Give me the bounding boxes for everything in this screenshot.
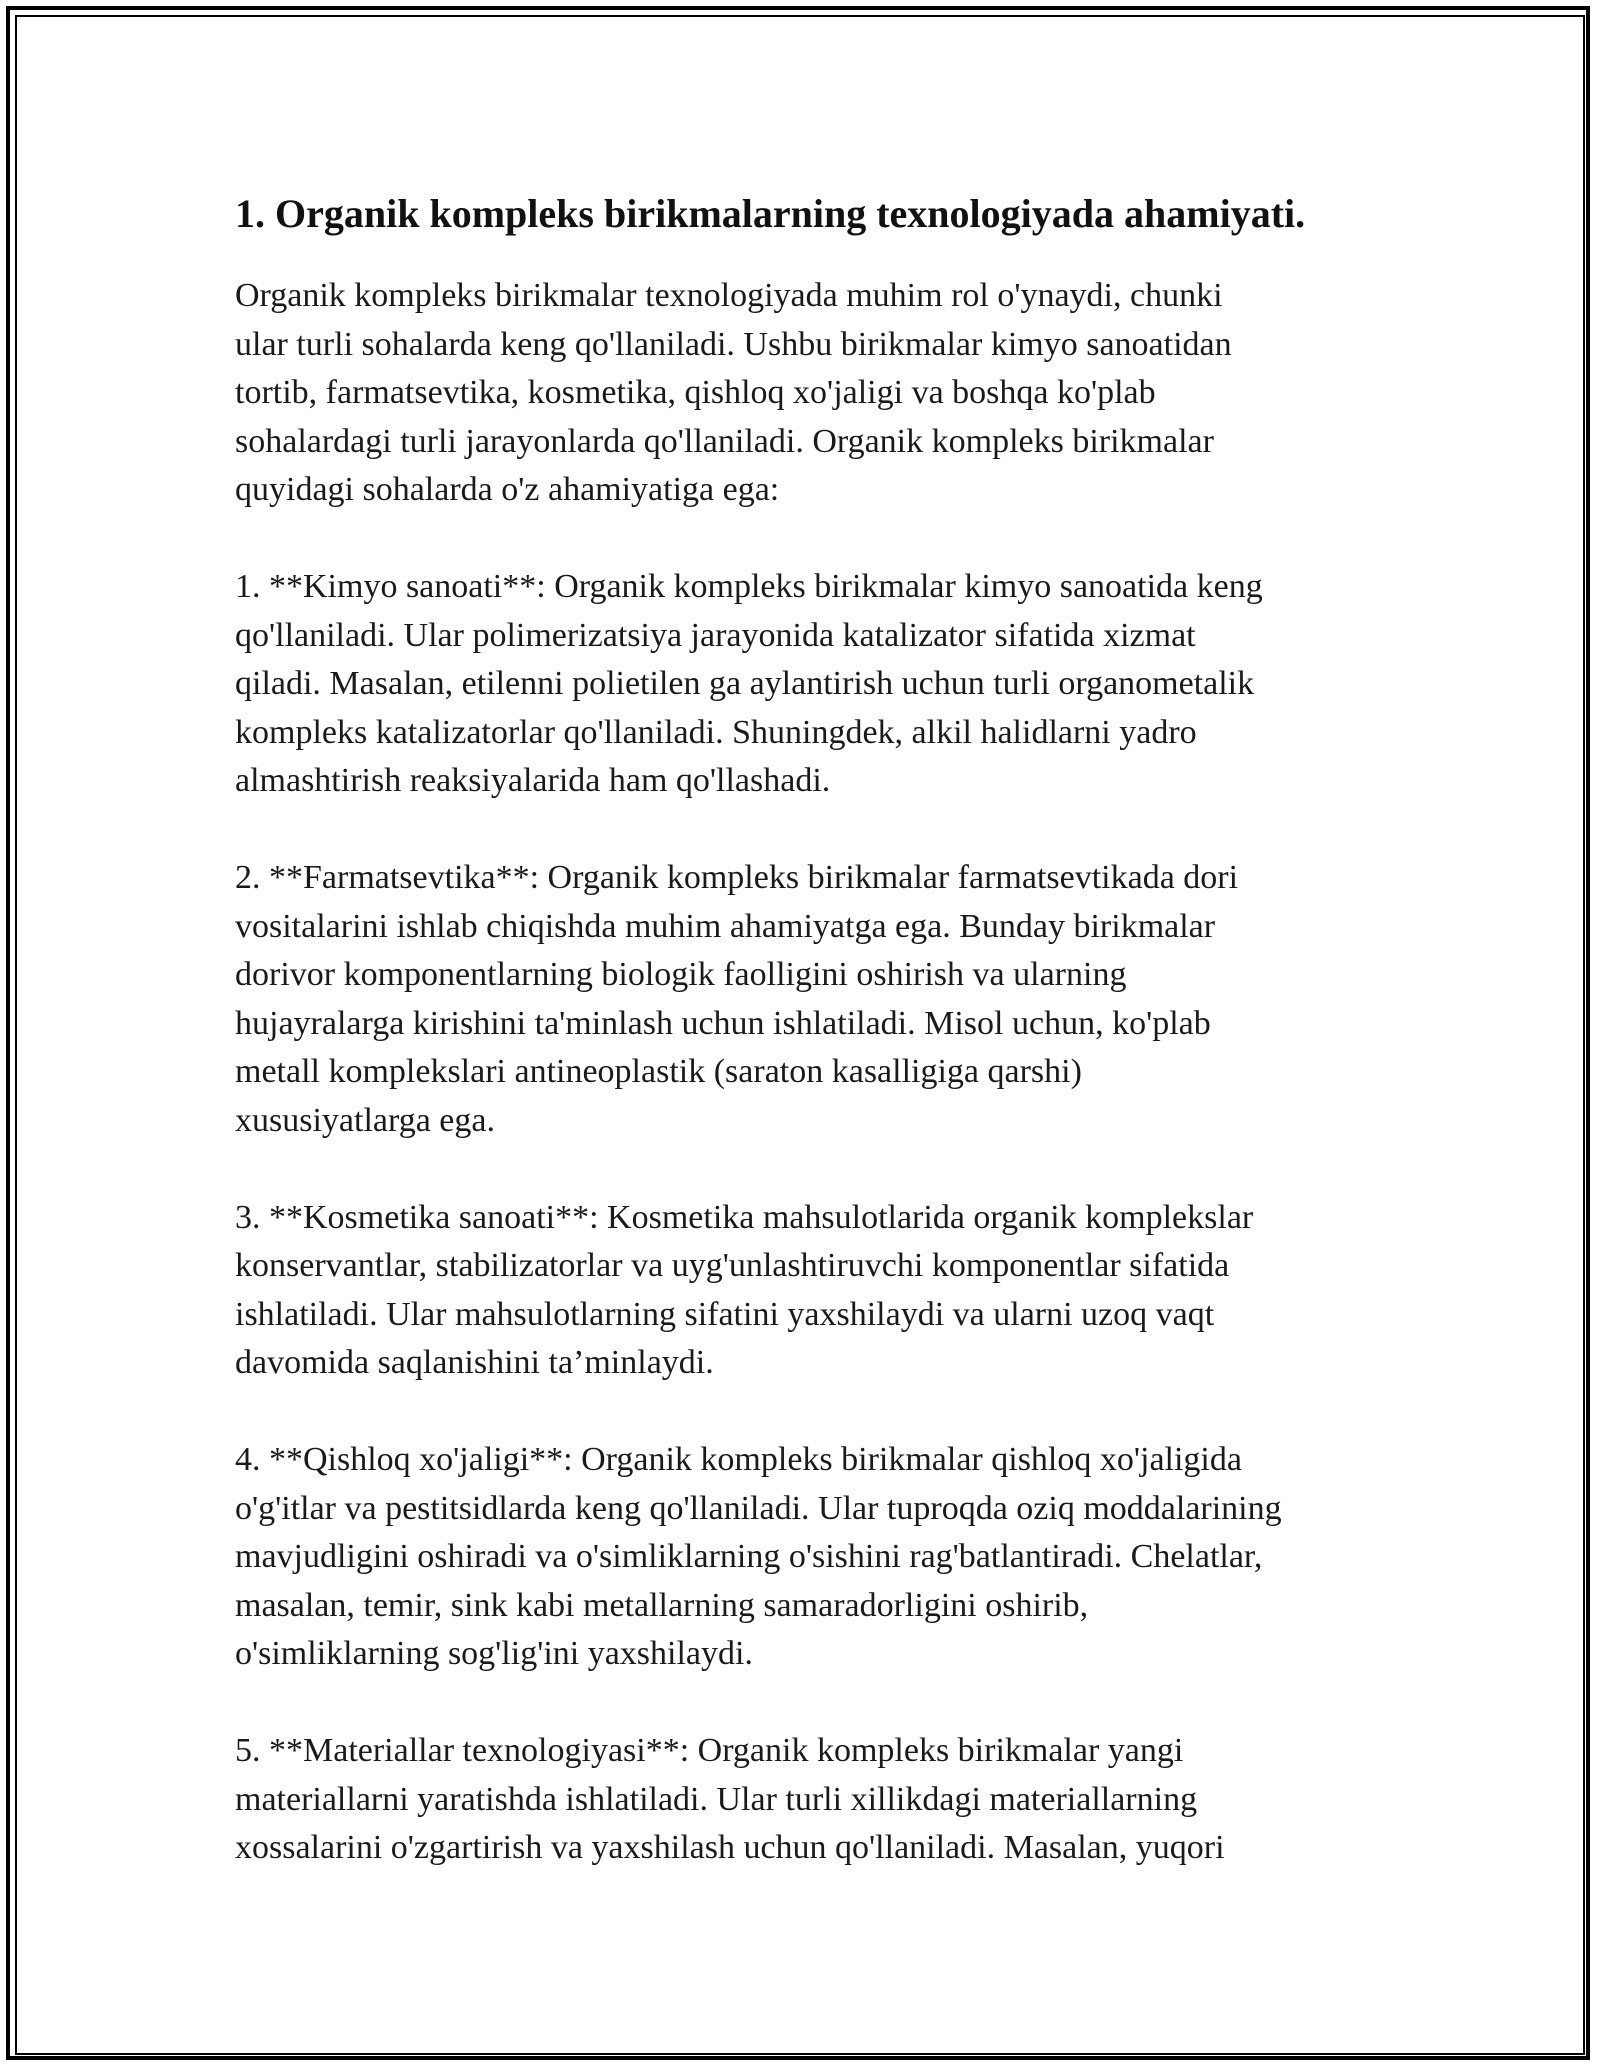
text-line: almashtirish reaksiyalarida ham qo'llashadi.: [235, 762, 831, 799]
text-line: sohalardagi turli jarayonlarda qo'llaniladi. Organik kompleks birikmalar: [235, 422, 1214, 460]
document-body: [235, 186, 1395, 1873]
text-line: xossalarini o'zgartirish va yaxshilash uchun qo'llaniladi. Masalan, yuqori: [235, 1829, 1225, 1866]
text-line: o'simliklarning sog'lig'ini yaxshilaydi.: [235, 1635, 753, 1672]
paragraph-materiallar-texnologiyasi: [235, 1727, 1395, 1873]
paragraph-qishloq-xojaligi: [235, 1436, 1395, 1679]
text-line: ular turli sohalarda keng qo'llaniladi. Ushbu birikmalar kimyo sanoatidan: [235, 325, 1232, 363]
document-title: 1. Organik kompleks birikmalarning texnologiyada ahamiyati.: [235, 191, 1306, 236]
text-line: metall komplekslari antineoplastik (saraton kasalligiga qarshi): [235, 1053, 1082, 1090]
text-line: materiallarni yaratishda ishlatiladi. Ular turli xillikdagi materiallarning: [235, 1780, 1198, 1818]
text-line: Organik kompleks birikmalar texnologiyada muhim rol o'ynaydi, chunki: [235, 277, 1223, 314]
text-line: 3. **Kosmetika sanoati**: Kosmetika mahsulotlarida organik komplekslar: [235, 1198, 1254, 1236]
text-line: 2. **Farmatsevtika**: Organik kompleks birikmalar farmatsevtikada dori: [235, 859, 1239, 896]
text-line: qo'llaniladi. Ular polimerizatsiya jarayonida katalizator sifatida xizmat: [235, 616, 1196, 654]
text-line: 1. **Kimyo sanoati**: Organik kompleks birikmalar kimyo sanoatida keng: [235, 568, 1263, 605]
paragraph-kosmetika-sanoati: [235, 1194, 1395, 1388]
text-line: hujayralarga kirishini ta'minlash uchun ishlatiladi. Misol uchun, ko'plab: [235, 1004, 1211, 1042]
text-line: tortib, farmatsevtika, kosmetika, qishloq xo'jaligi va boshqa ko'plab: [235, 374, 1156, 411]
text-line: konservantlar, stabilizatorlar va uyg'unlashtiruvchi komponentlar sifatida: [235, 1247, 1230, 1284]
text-line: quyidagi sohalarda o'z ahamiyatiga ega:: [235, 471, 780, 508]
text-line: 4. **Qishloq xo'jaligi**: Organik kompleks birikmalar qishloq xo'jaligida: [235, 1441, 1242, 1478]
text-line: kompleks katalizatorlar qo'llaniladi. Shuningdek, alkil halidlarni yadro: [235, 713, 1197, 751]
text-line: xususiyatlarga ega.: [235, 1101, 495, 1139]
text-line: ishlatiladi. Ular mahsulotlarning sifatini yaxshilaydi va ularni uzoq vaqt: [235, 1295, 1215, 1333]
text-line: dorivor komponentlarning biologik faolligini oshirish va ularning: [235, 956, 1127, 993]
text-line: masalan, temir, sink kabi metallarning samaradorligini oshirib,: [235, 1586, 1089, 1624]
paragraph-intro: [235, 272, 1395, 515]
text-line: qiladi. Masalan, etilenni polietilen ga aylantirish uchun turli organometalik: [235, 665, 1255, 702]
paragraph-kimyo-sanoati: [235, 563, 1395, 806]
text-line: 5. **Materiallar texnologiyasi**: Organik kompleks birikmalar yangi: [235, 1732, 1184, 1769]
text-line: davomida saqlanishini ta’minlaydi.: [235, 1344, 714, 1381]
paragraph-farmatsevtika: [235, 854, 1395, 1145]
text-line: o'g'itlar va pestitsidlarda keng qo'llaniladi. Ular tuproqda oziq moddalarining: [235, 1489, 1282, 1527]
text-line: vositalarini ishlab chiqishda muhim ahamiyatga ega. Bunday birikmalar: [235, 907, 1216, 945]
text-line: mavjudligini oshiradi va o'simliklarning o'sishini rag'batlantiradi. Chelatlar,: [235, 1538, 1263, 1575]
